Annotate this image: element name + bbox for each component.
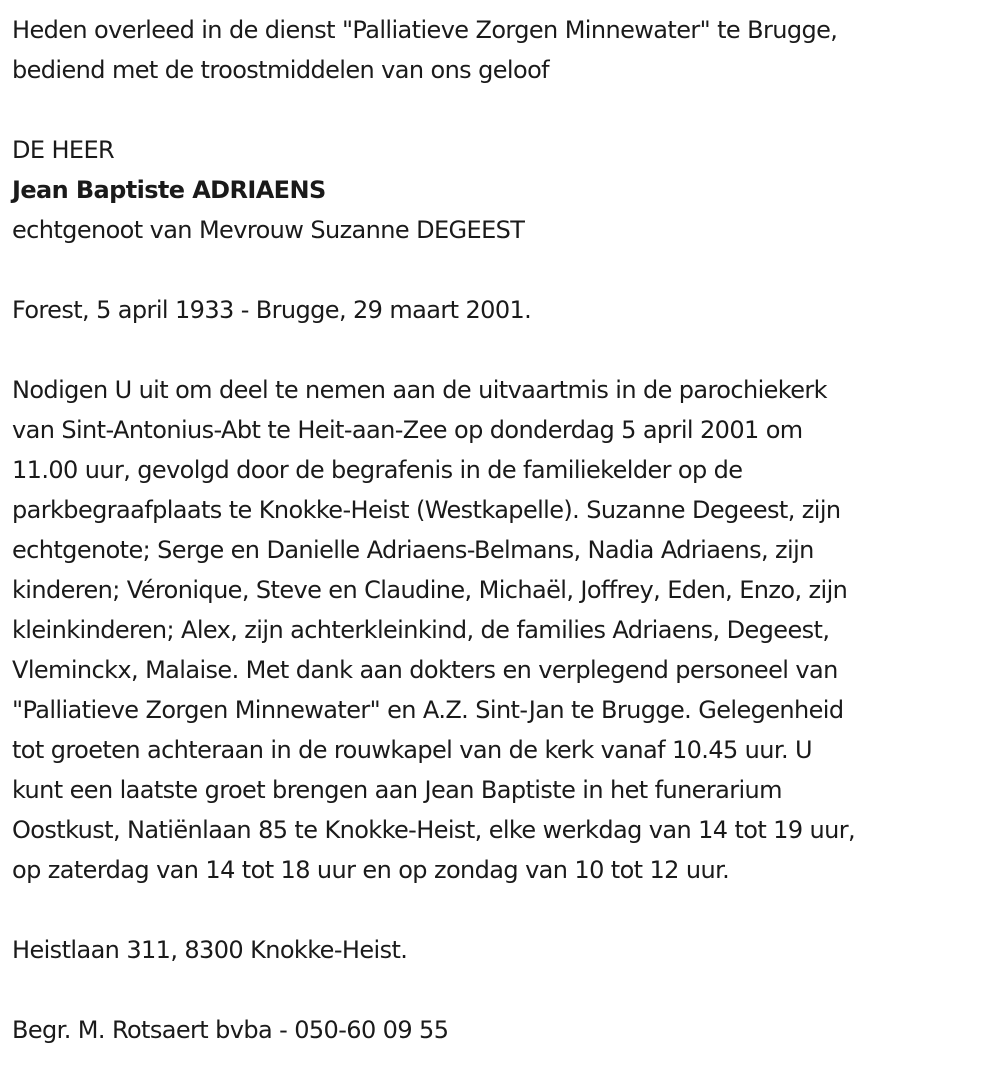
spouse-line: echtgenoot van Mevrouw Suzanne DEGEEST (12, 216, 525, 244)
home-address: Heistlaan 311, 8300 Knokke-Heist. (12, 936, 408, 964)
honorific-title: DE HEER (12, 136, 115, 164)
spacer (12, 890, 988, 930)
birth-death-dates: Forest, 5 april 1933 - Brugge, 29 maart 2001. (12, 296, 532, 324)
intro-line-2: bediend met de troostmiddelen van ons geloof (12, 56, 550, 84)
deceased-name: Jean Baptiste ADRIAENS (12, 176, 326, 204)
invitation-paragraph: Nodigen U uit om deel te nemen aan de uitvaartmis in de parochiekerk van Sint-Antonius-Abt te Heit-aan-Zee op donderdag 5 april 2001 om 11.00 uur, gevolgd door de begrafenis in de familiekelder op de parkbegraafplaats te Knokke-Heist (Westkapelle). Suzanne Degeest, zijn echtgenote; Serge en Danielle Adriaens-Belmans, Nadia Adriaens, zijn kinderen; Véronique, Steve en Claudine, Michaël, Joffrey, Eden, Enzo, zijn kleinkinderen; Alex, zijn achterkleinkind, de families Adriaens, Degeest, Vleminckx, Malaise. Met dank aan dokters en verplegend personeel van "Palliatieve Zorgen Minnewater" en A.Z. Sint-Jan te Brugge. Gelegenheid tot groeten achteraan in de rouwkapel van de kerk vanaf 10.45 uur. U kunt een laatste groet brengen aan Jean Baptiste in het funerarium Oostkust, Natiënlaan 85 te Knokke-Heist, elke werkdag van 14 tot 19 uur, op zaterdag van 14 tot 18 uur en op zondag van 10 tot 12 uur. (12, 376, 856, 884)
spacer (12, 970, 988, 1010)
intro-line-1: Heden overleed in de dienst "Palliatieve Zorgen Minnewater" te Brugge, (12, 16, 838, 44)
spacer (12, 330, 988, 370)
funeral-director: Begr. M. Rotsaert bvba - 050-60 09 55 (12, 1016, 449, 1044)
spacer (12, 90, 988, 130)
spacer (12, 250, 988, 290)
